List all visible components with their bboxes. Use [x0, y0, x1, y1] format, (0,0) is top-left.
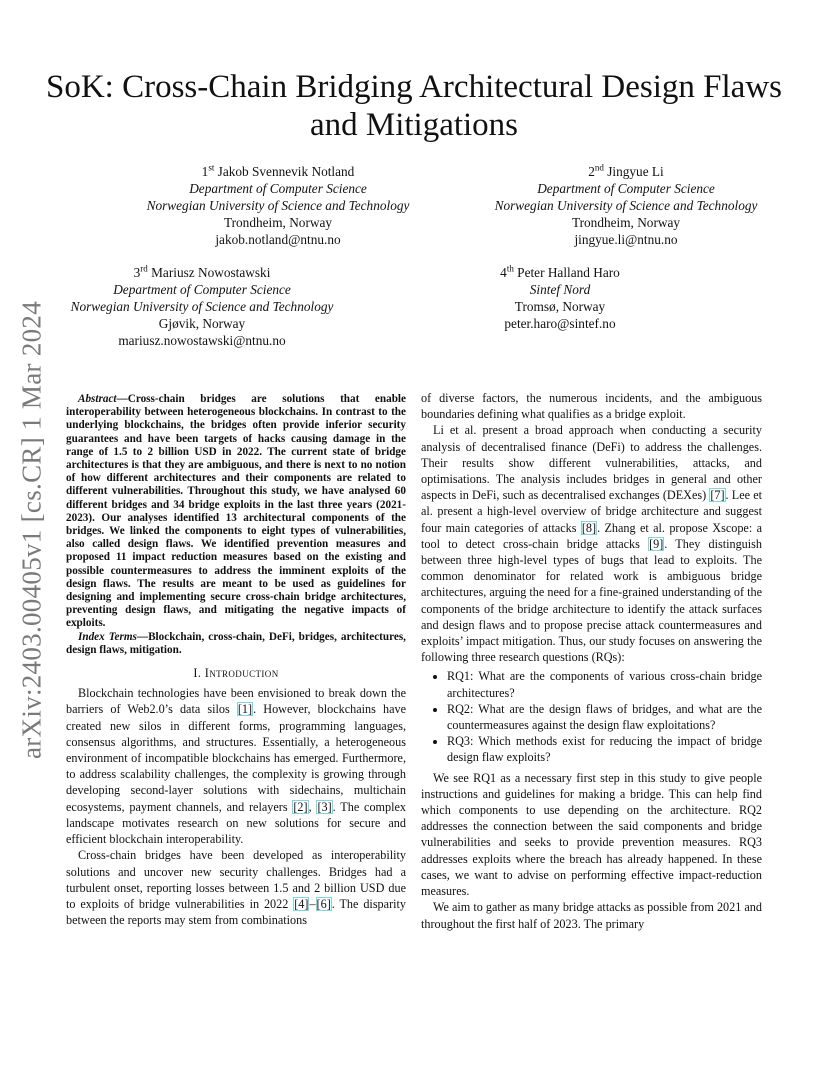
author-name: 1st Jakob Svennevik Notland	[201, 162, 355, 179]
author-department: Sintef Nord	[529, 282, 591, 297]
arxiv-identifier: arXiv:2403.00405v1 [cs.CR] 1 Mar 2024	[16, 300, 47, 760]
citation-link[interactable]: [6]	[316, 896, 331, 911]
intro-paragraph-2: Cross-chain bridges have been developed as interoperability solutions and uncover new security challenges. Bridges had a turbulent onset, reporting losses between 1.5 and 2 billion USD due to exploits of bridge vulnerabilities in 2022 [4]–[6]. The disparity between the reports may stem from combinations	[66, 848, 406, 928]
author-block-4	[460, 264, 660, 332]
citation-link[interactable]: [2]	[293, 799, 308, 814]
author-department: Department of Computer Science	[189, 181, 367, 196]
author-email[interactable]: peter.haro@sintef.no	[504, 316, 616, 331]
author-department: Department of Computer Science	[537, 181, 715, 196]
author-location: Tromsø, Norway	[514, 299, 606, 314]
author-block-3	[62, 264, 342, 349]
author-name: 4th Peter Halland Haro	[500, 263, 620, 280]
citation-link[interactable]: [7]	[710, 488, 725, 503]
citation-link[interactable]: [1]	[237, 702, 253, 717]
section-heading-introduction: I. Introduction	[193, 666, 279, 681]
abstract: Abstract—Cross-chain bridges are solutions that enable interoperability between heterogeneous blockchains. In contrast to the underlying blockchains, the bridges often provide inferior security guarantees and have been targets of hacks causing damage in the range of 1.5 to 2 billion USD in 2022. The current state of bridge architectures is that they are ambiguous, and there is next to no notion of how different architectures and their components are related to different vulnerabilities. Throughout this study, we have analysed 60 different bridges and 34 bridge exploits in the last three years (2021-2023). Our analyses identified 13 architectural components of the bridges. We linked the components to eight types of vulnerabilities, also called design flaws. We identified prevention measures and proposed 11 impact reduction measures based on the existing and possible countermeasures to address the imminent exploits of the design flaws. The results are meant to be used as guidelines for designing and implementing secure cross-chain bridge architectures, preventing design flaws, and mitigating the negative impacts of exploits.	[66, 393, 406, 630]
research-questions-list	[421, 668, 762, 765]
author-name: 3rd Mariusz Nowostawski	[133, 263, 271, 280]
author-email[interactable]: mariusz.nowostawski@ntnu.no	[118, 333, 286, 348]
index-terms: Index Terms—Blockchain, cross-chain, DeFi, bridges, architectures, design flaws, mitigation.	[66, 630, 406, 656]
arxiv-sidebar	[0, 0, 60, 1072]
scope-paragraph: We aim to gather as many bridge attacks as possible from 2021 and throughout the first half of 2023. The primary	[421, 900, 762, 931]
list-item: • RQ1: What are the components of various cross-chain bridge architectures?	[447, 668, 762, 700]
citation-link[interactable]: [3]	[317, 799, 332, 814]
list-item: • RQ2: What are the design flaws of bridges, and what are the countermeasures against the design flaw exploitations?	[447, 701, 762, 733]
intro-paragraph-continued: of diverse factors, the numerous incidents, and the ambiguous boundaries defining what qualifies as a bridge exploit.	[421, 391, 762, 422]
author-block-2	[486, 163, 766, 248]
left-column	[66, 393, 406, 928]
intro-paragraph-1: Blockchain technologies have been envisioned to break down the barriers of Web2.0’s data silos [1]. However, blockchains have created new silos in different forms, programming languages, consensus algorithms, and structures. Essentially, a heterogeneous environment of incompatible blockchains has emerged. Furthermore, to address scalability challenges, the complexity is growing through developing second-layer solutions with sidechains, multichain ecosystems, payment channels, and relayers [2], [3]. The complex landscape motivates research on new solutions for secure and efficient blockchain interoperability.	[66, 686, 407, 847]
author-email[interactable]: jakob.notland@ntnu.no	[215, 232, 341, 247]
author-institution: Norwegian University of Science and Technology	[146, 198, 410, 213]
citation-link[interactable]: [8]	[581, 520, 597, 535]
author-block-1	[140, 163, 416, 248]
citation-link[interactable]: [9]	[649, 536, 664, 551]
author-email[interactable]: jingyue.li@ntnu.no	[574, 232, 678, 247]
list-item: • RQ3: Which methods exist for reducing the impact of bridge design flaw exploits?	[447, 733, 762, 765]
author-department: Department of Computer Science	[113, 282, 291, 297]
author-institution: Norwegian University of Science and Technology	[70, 299, 334, 314]
paper-title: SoK: Cross-Chain Bridging Architectural Design Flaws and Mitigations	[45, 69, 783, 143]
related-work-paragraph: Li et al. present a broad approach when conducting a security analysis of decentralised finance (DeFi) to address the challenges. Their results show different vulnerabilities, attacks, and optimisations. The analysis includes bridges in general and other aspects in DeFi, such as decentralised exchanges (DEXes) [7]. Lee et al. present a high-level overview of bridge architecture and suggest four main categories of attacks [8]. Zhang et al. propose Xscope: a tool to detect cross-chain bridge attacks [9]. They distinguish between three high-level types of bugs that lead to exploits. The common denominator for related work is ambiguous bridge architectures, arguing the need for a fine-grained understanding of the components of the bridge architecture to identify the attack surfaces and design flaws and to propose precise attack countermeasures and exploits’ impact mitigation. Thus, our study focuses on answering the following three research questions (RQs):	[421, 423, 762, 665]
right-column	[421, 390, 762, 932]
rq-explanation-paragraph: We see RQ1 as a necessary first step in this study to give people instructions and guidelines for making a bridge. This can help find which components to use depending on the architecture. RQ2 addresses the connection between the said components and bridge vulnerabilities and seeks to provide prevention measures. RQ3 addresses exploits where the breach has already happened. In these cases, we want to advise on performing effective impact-reduction measures.	[421, 770, 762, 899]
author-location: Gjøvik, Norway	[158, 316, 246, 331]
author-location: Trondheim, Norway	[571, 215, 681, 230]
author-location: Trondheim, Norway	[223, 215, 333, 230]
author-name: 2nd Jingyue Li	[588, 162, 664, 179]
citation-link[interactable]: [4]	[294, 896, 309, 911]
author-institution: Norwegian University of Science and Technology	[494, 198, 758, 213]
